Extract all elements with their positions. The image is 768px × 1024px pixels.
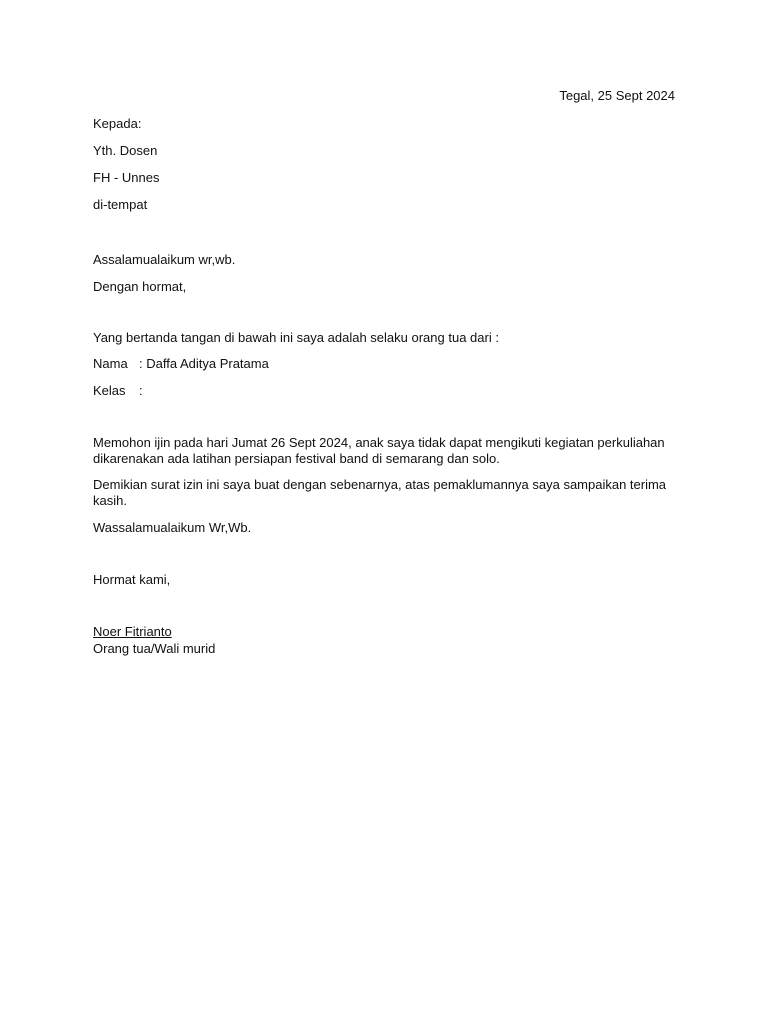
student-name-value: : Daffa Aditya Pratama bbox=[139, 356, 269, 371]
student-name-label: Nama bbox=[93, 356, 128, 371]
recipient-name: Yth. Dosen bbox=[93, 143, 158, 158]
salutation: Dengan hormat, bbox=[93, 279, 187, 294]
body-paragraph: Memohon ijin pada hari Jumat 26 Sept 2024, anak saya tidak dapat mengikuti kegiatan perkuliahan dikarenakan ada latihan persiapan festival band di semarang dan solo. bbox=[93, 435, 665, 466]
greeting: Assalamualaikum wr,wb. bbox=[93, 252, 236, 267]
recipient-institution: FH - Unnes bbox=[93, 170, 160, 185]
recipient-place: di-tempat bbox=[93, 197, 148, 212]
farewell: Wassalamualaikum Wr,Wb. bbox=[93, 520, 252, 535]
closing-paragraph: Demikian surat izin ini saya buat dengan sebenarnya, atas pemaklumannya saya sampaikan terima kasih. bbox=[93, 477, 667, 508]
student-class-value: : bbox=[139, 383, 143, 398]
student-class-label: Kelas bbox=[93, 383, 126, 398]
letter-date: Tegal, 25 Sept 2024 bbox=[559, 88, 675, 103]
regards: Hormat kami, bbox=[93, 572, 171, 587]
intro-text: Yang bertanda tangan di bawah ini saya adalah selaku orang tua dari : bbox=[93, 330, 499, 345]
signer-name: Noer Fitrianto bbox=[93, 624, 172, 639]
student-class-row bbox=[93, 383, 143, 399]
student-name-row bbox=[93, 356, 269, 372]
signer-role: Orang tua/Wali murid bbox=[93, 641, 216, 656]
recipient-label: Kepada: bbox=[93, 116, 142, 131]
